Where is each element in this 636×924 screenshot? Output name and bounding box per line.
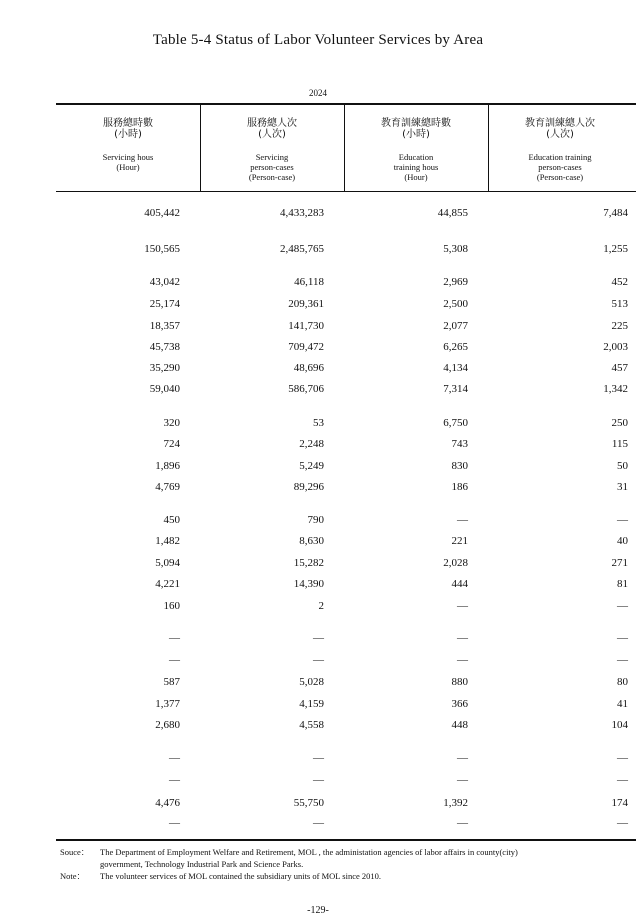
- table-cell: 209,361: [288, 298, 324, 310]
- table-cell: 5,028: [299, 676, 324, 688]
- table-cell: 2,485,765: [280, 243, 324, 255]
- table-cell: 5,249: [299, 460, 324, 472]
- general-note: [60, 870, 630, 882]
- table-row: [56, 578, 636, 594]
- table-row: [56, 514, 636, 530]
- table-cell: 59,040: [149, 383, 180, 395]
- header-zh: 教育訓練總時數: [381, 118, 451, 129]
- top-rule: [56, 103, 636, 105]
- table-cell: —: [617, 632, 628, 644]
- table-cell: —: [617, 752, 628, 764]
- table-cell: 45,738: [149, 341, 180, 353]
- table-cell: 4,769: [155, 481, 180, 493]
- footnotes: [60, 846, 630, 882]
- header-rule: [56, 191, 636, 192]
- table-cell: 1,482: [155, 535, 180, 547]
- table-cell: 448: [451, 719, 468, 731]
- table-cell: 44,855: [437, 207, 468, 219]
- column-header-service-person-cases: [200, 118, 344, 182]
- header-en: [200, 152, 344, 182]
- table-cell: 4,558: [299, 719, 324, 731]
- table-cell: 1,377: [155, 698, 180, 710]
- table-cell: —: [169, 752, 180, 764]
- table-row: [56, 362, 636, 378]
- table-cell: 89,296: [293, 481, 324, 493]
- table-cell: 225: [611, 320, 628, 332]
- table-cell: 141,730: [288, 320, 324, 332]
- table-title: Table 5-4 Status of Labor Volunteer Services by Area: [152, 32, 484, 48]
- table-cell: —: [617, 600, 628, 612]
- table-cell: —: [313, 817, 324, 829]
- table-row: [56, 632, 636, 648]
- table-cell: 724: [163, 438, 180, 450]
- table-row: [56, 752, 636, 768]
- table-cell: 830: [451, 460, 468, 472]
- table-cell: 40: [617, 535, 628, 547]
- table-cell: 186: [451, 481, 468, 493]
- table-cell: 35,290: [149, 362, 180, 374]
- table-row: [56, 207, 636, 223]
- table-cell: 2,969: [443, 276, 468, 288]
- table-cell: 2: [318, 600, 324, 612]
- header-en-line: Servicing: [255, 152, 289, 162]
- table-cell: 7,484: [603, 207, 628, 219]
- table-cell: 55,750: [293, 797, 324, 809]
- table-row: [56, 243, 636, 259]
- table-cell: —: [313, 774, 324, 786]
- table-cell: 43,042: [149, 276, 180, 288]
- note-text: The volunteer services of MOL contained the subsidiary units of MOL since 2010.: [100, 871, 381, 881]
- table-cell: —: [617, 774, 628, 786]
- source-note: [60, 846, 630, 858]
- page-number: -129-: [307, 905, 329, 916]
- column-header-training-hours: [344, 118, 488, 182]
- table-cell: 4,433,283: [280, 207, 324, 219]
- header-en: [488, 152, 632, 182]
- table-cell: 8,630: [299, 535, 324, 547]
- header-en: [344, 152, 488, 182]
- source-label: Souce：: [60, 847, 90, 857]
- header-zh-unit: (小時): [114, 129, 142, 140]
- table-cell: —: [457, 514, 468, 526]
- table-cell: 25,174: [149, 298, 180, 310]
- table-cell: 1,896: [155, 460, 180, 472]
- table-cell: 405,442: [144, 207, 180, 219]
- table-cell: 81: [617, 578, 628, 590]
- header-en-line: Education training: [528, 152, 592, 162]
- table-row: [56, 438, 636, 454]
- table-cell: 366: [451, 698, 468, 710]
- table-cell: 444: [451, 578, 468, 590]
- header-zh: 服務總人次: [247, 118, 297, 129]
- table-row: [56, 481, 636, 497]
- header-en: [56, 152, 200, 172]
- table-cell: —: [169, 632, 180, 644]
- table-cell: 104: [611, 719, 628, 731]
- table-row: [56, 600, 636, 616]
- note-label: Note：: [60, 871, 86, 881]
- table-cell: —: [313, 752, 324, 764]
- table-cell: —: [457, 632, 468, 644]
- source-text: The Department of Employment Welfare and Retirement, MOL , the administation agencies of labor affairs in county(city): [100, 847, 518, 857]
- table-row: [56, 298, 636, 314]
- table-cell: 4,476: [155, 797, 180, 809]
- table-cell: 5,094: [155, 557, 180, 569]
- table-cell: 41: [617, 698, 628, 710]
- header-en-line: person-cases: [250, 162, 294, 172]
- table-cell: 5,308: [443, 243, 468, 255]
- table-cell: 2,003: [603, 341, 628, 353]
- table-cell: —: [169, 654, 180, 666]
- header-zh: 服務總時數: [103, 118, 153, 129]
- table-row: [56, 774, 636, 790]
- header-en-line: (Hour): [116, 162, 140, 172]
- table-cell: 6,265: [443, 341, 468, 353]
- header-en-line: (Person-case): [248, 172, 296, 182]
- table-cell: —: [457, 817, 468, 829]
- table-cell: —: [169, 817, 180, 829]
- header-zh-unit: (小時): [402, 129, 430, 140]
- table-cell: —: [617, 817, 628, 829]
- table-cell: 14,390: [293, 578, 324, 590]
- table-cell: 250: [611, 417, 628, 429]
- table-cell: 221: [451, 535, 468, 547]
- table-cell: 1,255: [603, 243, 628, 255]
- table-cell: —: [457, 600, 468, 612]
- table-cell: 31: [617, 481, 628, 493]
- table-cell: 1,392: [443, 797, 468, 809]
- table-cell: —: [457, 752, 468, 764]
- table-row: [56, 460, 636, 476]
- table-cell: 15,282: [293, 557, 324, 569]
- table-cell: 150,565: [144, 243, 180, 255]
- header-en-line: (Person-case): [536, 172, 584, 182]
- table-row: [56, 557, 636, 573]
- table-cell: 7,314: [443, 383, 468, 395]
- table-cell: 48,696: [293, 362, 324, 374]
- table-cell: 174: [611, 797, 628, 809]
- source-note-continued: government, Technology Industrial Park and Science Parks.: [100, 859, 304, 869]
- column-header-training-person-cases: [488, 118, 632, 182]
- table-cell: 18,357: [149, 320, 180, 332]
- table-row: [56, 797, 636, 813]
- bottom-rule: [56, 839, 636, 841]
- table-row: [56, 341, 636, 357]
- table-cell: 2,680: [155, 719, 180, 731]
- header-en-line: training hous: [393, 162, 439, 172]
- table-cell: 2,028: [443, 557, 468, 569]
- table-cell: —: [457, 774, 468, 786]
- table-cell: 790: [307, 514, 324, 526]
- table-cell: 4,134: [443, 362, 468, 374]
- table-row: [56, 719, 636, 735]
- table-cell: 80: [617, 676, 628, 688]
- table-cell: 450: [163, 514, 180, 526]
- table-row: [56, 417, 636, 433]
- table-cell: 2,248: [299, 438, 324, 450]
- year-label: 2024: [309, 88, 327, 98]
- header-zh-unit: (人次): [546, 129, 574, 140]
- table-row: [56, 535, 636, 551]
- table-cell: 160: [163, 600, 180, 612]
- table-cell: —: [617, 514, 628, 526]
- table-cell: 587: [163, 676, 180, 688]
- table-cell: —: [313, 632, 324, 644]
- table-row: [56, 654, 636, 670]
- header-en-line: Education: [398, 152, 434, 162]
- table-cell: 46,118: [294, 276, 324, 288]
- table-cell: 4,159: [299, 698, 324, 710]
- table-cell: 586,706: [288, 383, 324, 395]
- table-cell: 2,077: [443, 320, 468, 332]
- table-cell: 6,750: [443, 417, 468, 429]
- header-zh: 教育訓練總人次: [525, 118, 595, 129]
- table-row: [56, 676, 636, 692]
- column-header-service-hours: [56, 118, 200, 172]
- table-cell: —: [617, 654, 628, 666]
- table-cell: 743: [451, 438, 468, 450]
- header-en-line: person-cases: [538, 162, 582, 172]
- table-cell: —: [457, 654, 468, 666]
- table-cell: 53: [313, 417, 324, 429]
- table-row: [56, 698, 636, 714]
- table-cell: 1,342: [603, 383, 628, 395]
- table-cell: 880: [451, 676, 468, 688]
- table-cell: 2,500: [443, 298, 468, 310]
- table-row: [56, 817, 636, 833]
- table-cell: 513: [611, 298, 628, 310]
- header-en-line: (Hour): [404, 172, 428, 182]
- table-cell: 457: [611, 362, 628, 374]
- table-row: [56, 276, 636, 292]
- table-cell: 4,221: [155, 578, 180, 590]
- table-cell: 709,472: [288, 341, 324, 353]
- table-cell: 271: [611, 557, 628, 569]
- table-row: [56, 320, 636, 336]
- header-zh-unit: (人次): [258, 129, 286, 140]
- header-en-line: Servicing hous: [102, 152, 154, 162]
- table-cell: —: [169, 774, 180, 786]
- table-cell: 50: [617, 460, 628, 472]
- table-cell: 320: [163, 417, 180, 429]
- table-cell: 115: [611, 438, 628, 450]
- table-cell: 452: [611, 276, 628, 288]
- table-row: [56, 383, 636, 399]
- table-cell: —: [313, 654, 324, 666]
